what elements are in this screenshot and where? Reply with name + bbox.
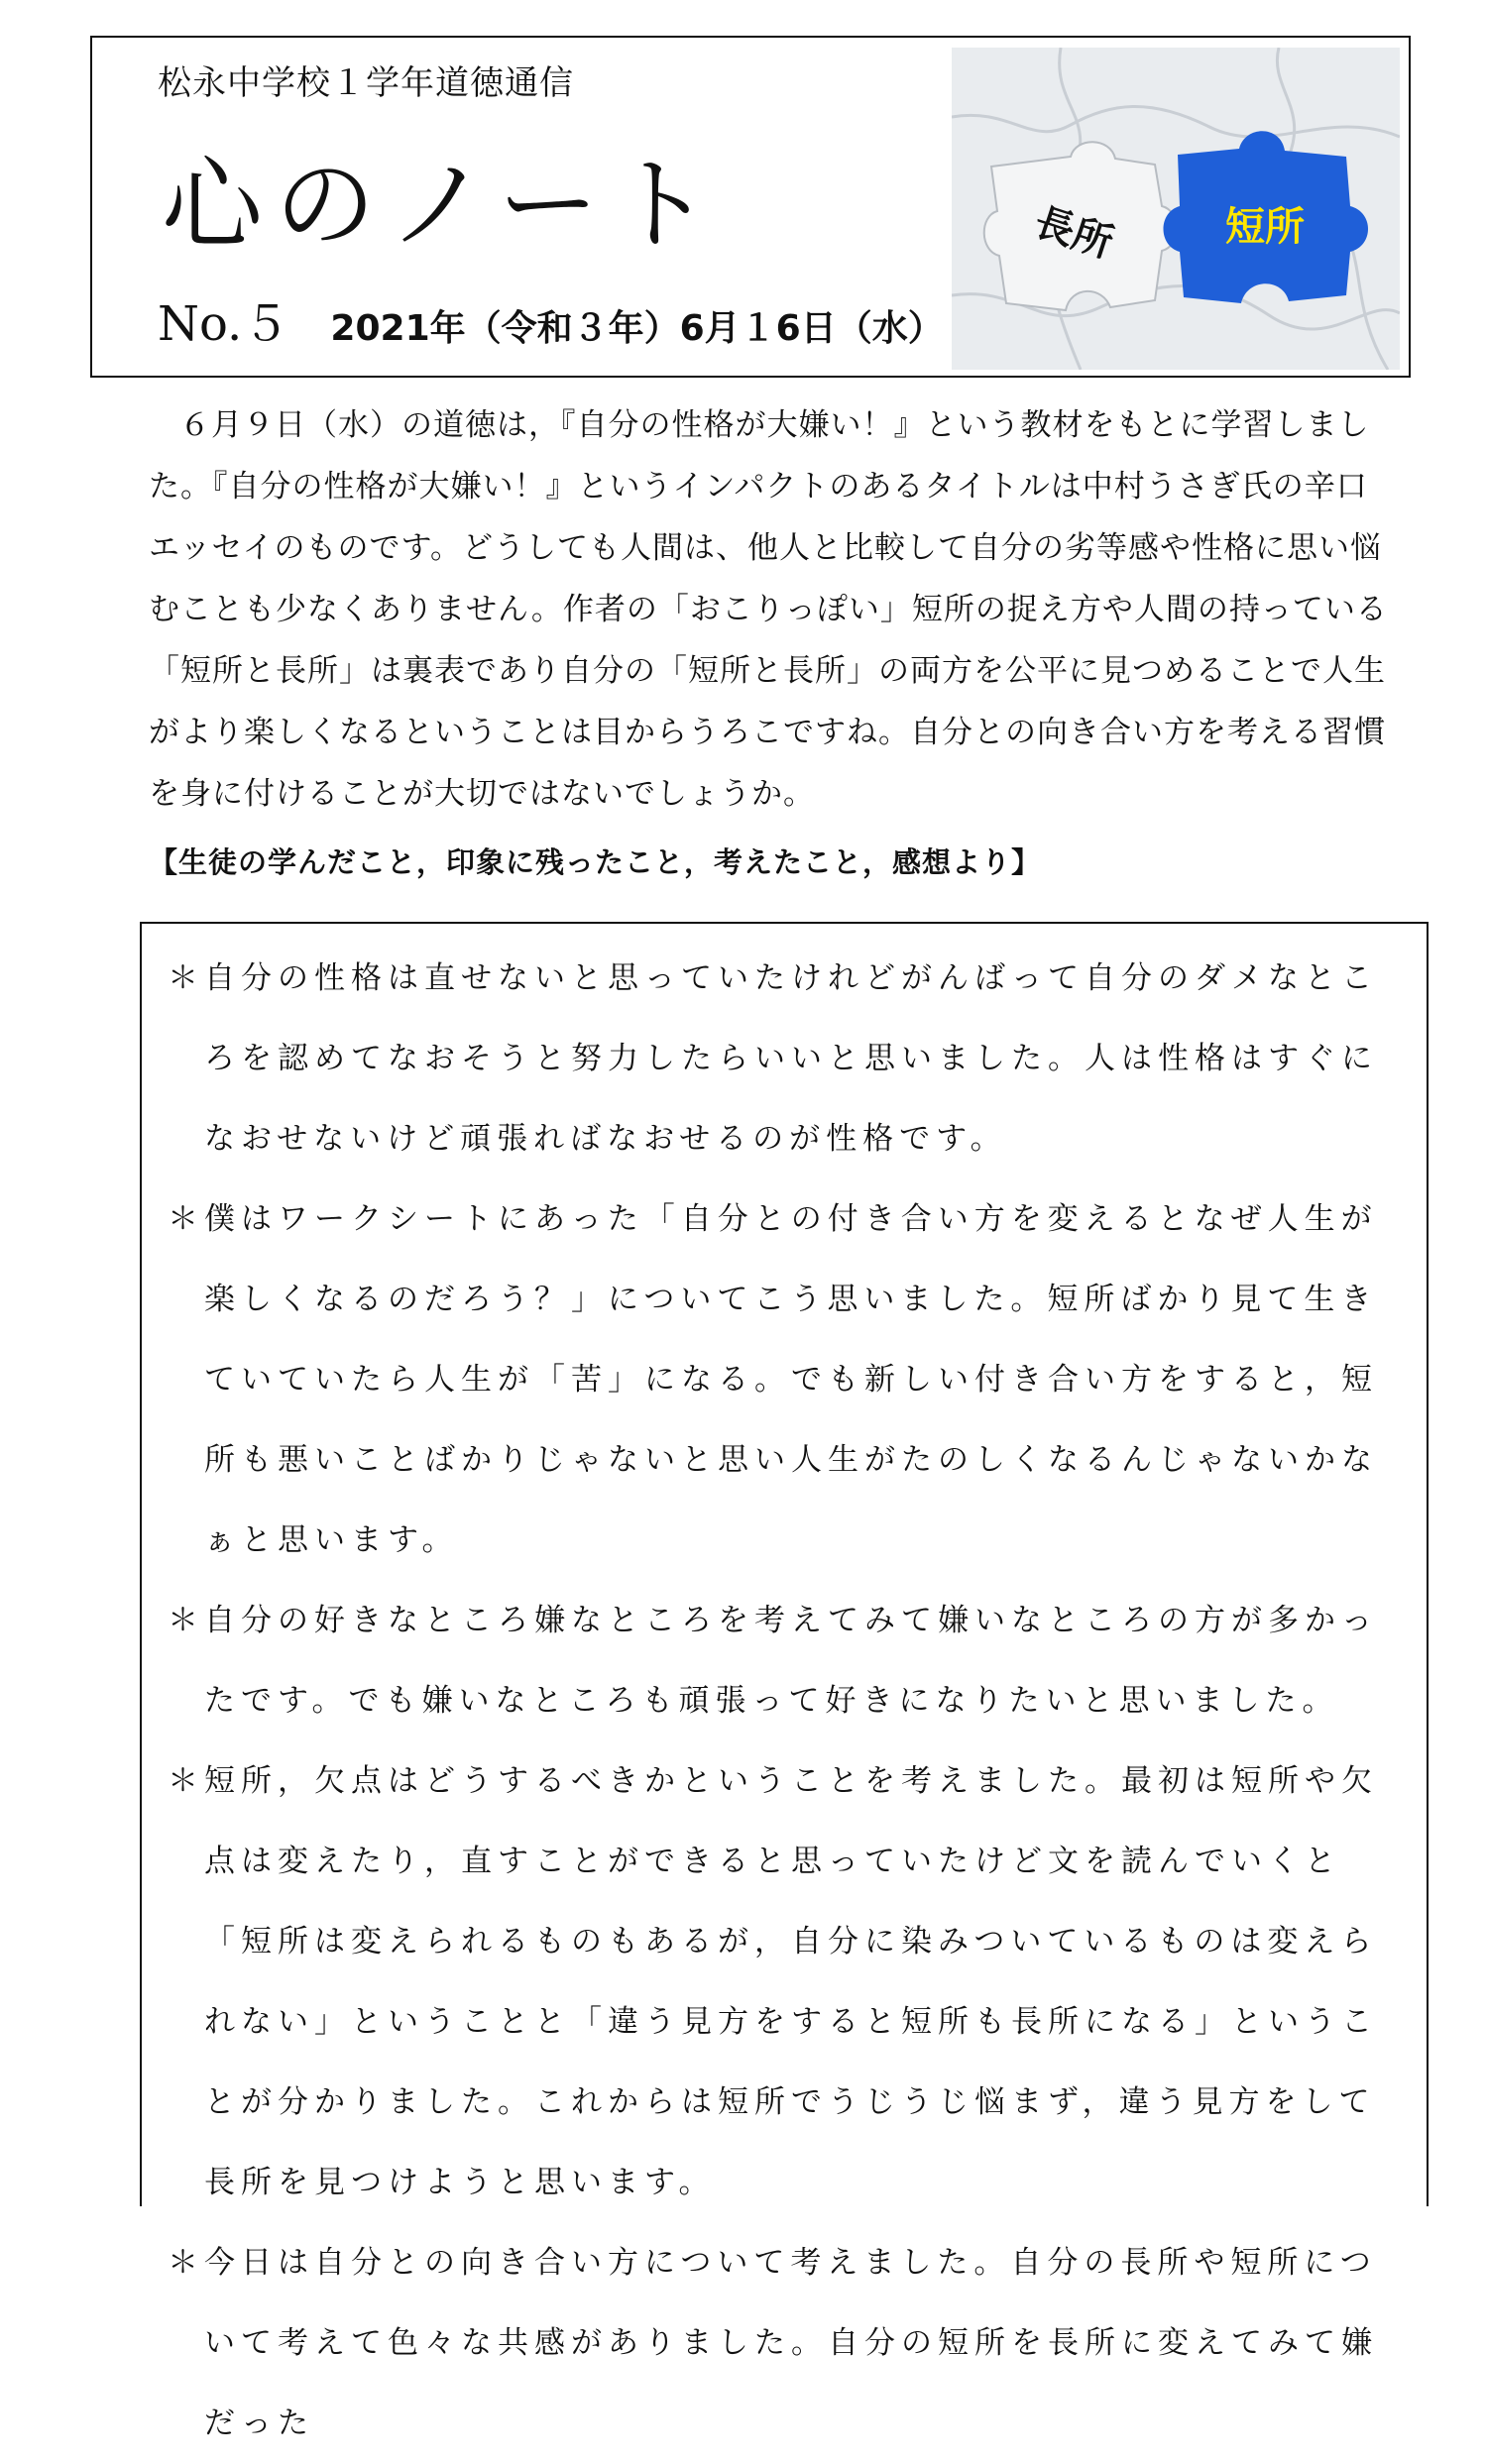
asterisk-bullet: ＊ [168,960,204,996]
section-heading: 【生徒の学んだこと，印象に残ったこと，考えたこと，感想より】 [149,845,1042,879]
response-text: 今日は自分との向き合い方について考えました。自分の長所や短所について考えて色々な共感がありました。自分の短所を長所に変えてみて嫌だった [204,2245,1378,2441]
intro-paragraph: ６月９日（水）の道徳は，『自分の性格が大嫌い！』という教材をもとに学習しました。『自分の性格が大嫌い！』というインパクトのあるタイトルは中村うさぎ氏の辛口エッセイのものです。どうしても人間は、他人と比較して自分の劣等感や性格に思い悩むことも少なくありません。作者の「おこりっぽい」短所の捉え方や人間の持っている「短所と長所」は裏表であり自分の「短所と長所」の両方を公平に見つめることで人生がより楽しくなるということは目からうろこですね。自分との向き合い方を考える習慣を身に付けることが大切ではないでしょうか。 [149,407,1388,812]
asterisk-bullet: ＊ [168,1201,204,1237]
asterisk-bullet: ＊ [168,2245,204,2281]
response-item [168,939,1401,1179]
issue-date: 2021年（令和３年）6月１6日（水） [330,308,944,349]
response-text: 短所，欠点はどうするべきかということを考えました。最初は短所や欠点は変えたり，直すことができると思っていたけど文を読んでいくと「短所は変えられるものもあるが，自分に染みついているものは変えられない」ということと「違う見方をすると短所も長所になる」ということが分かりました。これからは短所でうじうじ悩まず，違う見方をして長所を見つけようと思います。 [204,1763,1378,2200]
response-item [168,1179,1401,1581]
response-text: 僕はワークシートにあった「自分との付き合い方を変えるとなぜ人生が楽しくなるのだろう？」についてこう思いました。短所ばかり見て生きていていたら人生が「苦」になる。でも新しい付き合い方をすると，短所も悪いことばかりじゃないと思い人生がたのしくなるんじゃないかなぁと思います。 [204,1201,1378,1558]
asterisk-bullet: ＊ [168,1763,204,1799]
response-list [168,939,1401,2464]
response-item [168,1741,1401,2223]
puzzle-illustration [952,48,1400,370]
issue-number: No.５ [158,296,290,352]
issue-line [158,285,944,354]
puzzle-image [952,48,1400,370]
blue-piece-label: 短所 [1225,204,1305,250]
response-text: 自分の性格は直せないと思っていたけれどがんばって自分のダメなところを認めてなおそうと努力したらいいと思いました。人は性格はすぐになおせないけど頑張ればなおせるのが性格です。 [204,960,1378,1157]
newsletter-title: 心のノート [162,147,724,265]
responses-box [140,922,1429,2441]
response-item [168,1581,1401,1741]
school-title: 松永中学校１学年道徳通信 [158,63,574,103]
response-item [168,2223,1401,2464]
response-text: 自分の好きなところ嫌なところを考えてみて嫌いなところの方が多かったです。でも嫌いなところも頑張って好きになりたいと思いました。 [204,1603,1378,1719]
asterisk-bullet: ＊ [168,1603,204,1638]
header-box [90,36,1411,378]
white-piece-label: 長所 [1028,198,1119,268]
